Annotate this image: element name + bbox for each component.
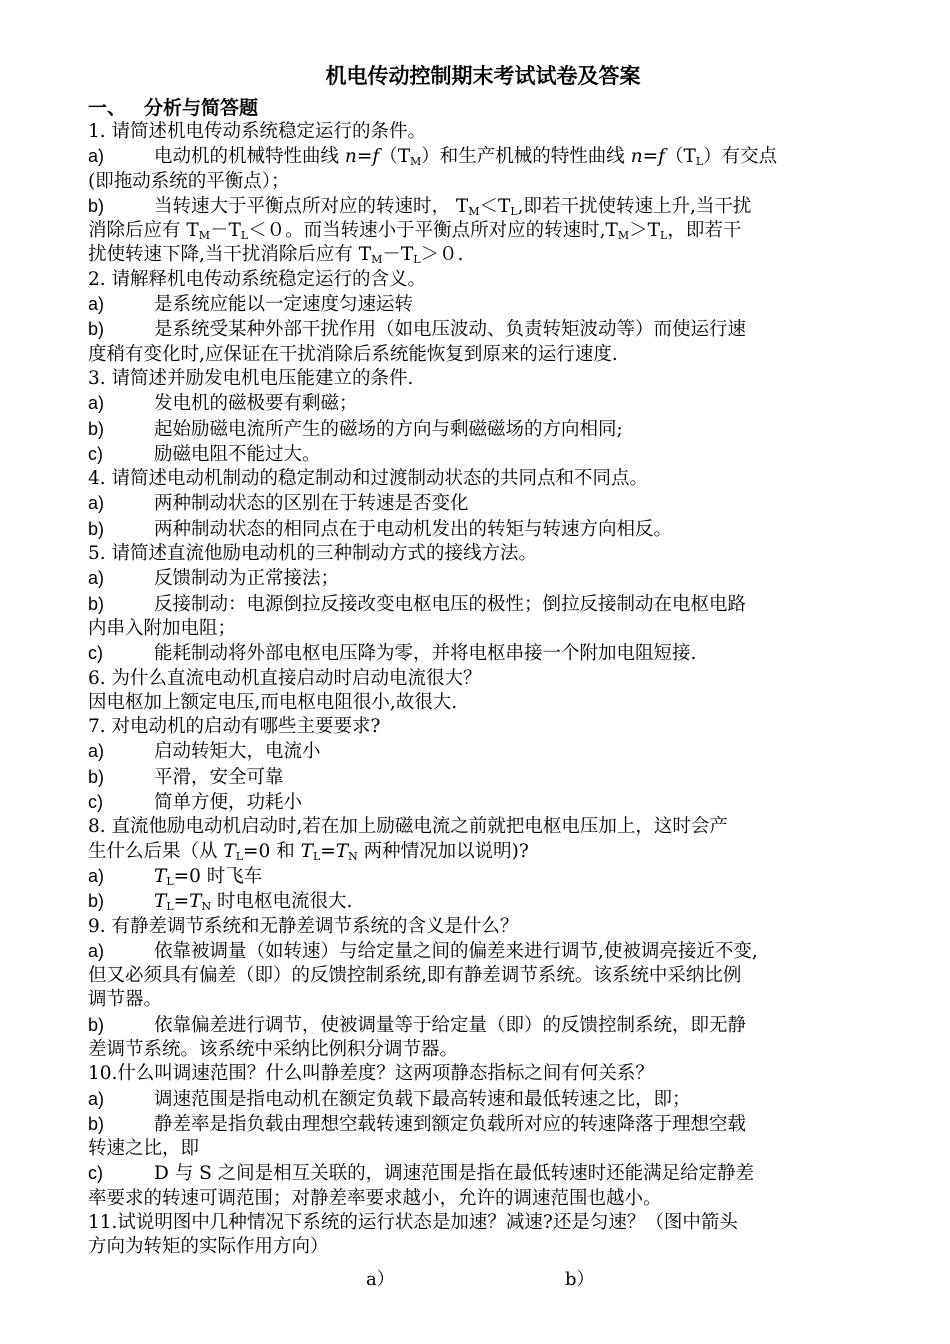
line-text: 电动机的机械特性曲线 $n=f(T_M)$和生产机械的特性曲线 $n=f(T_L)$有交点 [154, 146, 778, 169]
text-line [88, 1137, 878, 1161]
answer-item [88, 566, 878, 591]
line-text: 是系统应能以一定速度匀速运转 [154, 294, 414, 316]
text-line [88, 964, 878, 988]
item-label: b) [88, 593, 105, 614]
line-text: 平滑，安全可靠 [154, 766, 284, 788]
line-text: 4. 请简述电动机制动的稳定制动和过渡制动状态的共同点和不同点。 [88, 468, 649, 490]
line-text: 简单方便，功耗小 [154, 792, 303, 814]
question-line [88, 815, 878, 839]
text-line [88, 343, 878, 367]
answer-item [88, 517, 878, 542]
line-text: 反接制动：电源倒拉反接改变电枢电压的极性；倒拉反接制动在电枢电路 [154, 593, 747, 615]
line-text: 转速之比，即 [88, 1138, 200, 1160]
question-line [88, 667, 878, 691]
line-text: D 与 S 之间是相互关联的，调速范围是指在最低转速时还能满足给定静差 [154, 1163, 755, 1185]
question-line [88, 1211, 878, 1235]
item-label: c) [88, 792, 103, 813]
question-line [88, 542, 878, 566]
answer-item [88, 739, 878, 764]
answer-item [88, 442, 878, 467]
line-text: 扰使转速下降,当干扰消除后应有 $T_M-T_L>0$. [88, 244, 464, 267]
item-label: a) [88, 741, 105, 762]
text-line [88, 170, 878, 194]
answer-item [88, 491, 878, 516]
item-label: b) [88, 195, 105, 216]
line-text: 消除后应有 $T_M-T_L<0$。而当转速小于平衡点所对应的转速时$,T_M>T_L$，即若干 [88, 220, 742, 243]
question-line [88, 467, 878, 491]
item-label: b) [88, 1014, 105, 1035]
answer-item [88, 1087, 878, 1112]
question-line [88, 915, 878, 939]
item-label: a) [88, 294, 105, 315]
line-text: 启动转矩大，电流小 [154, 741, 321, 763]
item-label: b) [88, 319, 105, 340]
text-line [88, 988, 878, 1012]
line-text: 调速范围是指电动机在额定负载下最高转速和最低转速之比，即； [154, 1088, 691, 1110]
text-line [88, 243, 878, 267]
line-text: (即拖动系统的平衡点）； [88, 170, 290, 192]
answer-item [88, 391, 878, 416]
section-label: 分析与简答题 [144, 97, 259, 119]
question-line [88, 1062, 878, 1086]
line-text: 依靠偏差进行调节，使被调量等于给定量（即）的反馈控制系统，即无静 [154, 1014, 747, 1036]
line-text: 8. 直流他励电动机启动时,若在加上励磁电流之前就把电枢电压加上，这时会产 [88, 816, 728, 838]
answer-item [88, 790, 878, 815]
line-text: 内串入附加电阻； [88, 617, 237, 639]
line-text: 反馈制动为正常接法； [154, 568, 340, 590]
figure-caption-b: b） [565, 1269, 595, 1290]
section-heading [88, 96, 878, 120]
item-label: b) [88, 418, 105, 439]
section-number: 一、 [88, 97, 127, 119]
text-line [88, 1038, 878, 1062]
line-text: 但又必须具有偏差（即）的反馈控制系统,即有静差调节系统。该系统中采纳比例 [88, 965, 742, 987]
line-text: 率要求的转速可调范围；对静差率要求越小，允许的调速范围也越小。 [88, 1187, 662, 1209]
item-label: a) [88, 393, 105, 414]
answer-item [88, 194, 878, 219]
document-page [88, 62, 878, 1260]
text-line [88, 691, 878, 715]
answer-item [88, 641, 878, 666]
question-line [88, 120, 878, 144]
item-label: b) [88, 1113, 105, 1134]
line-text: 静差率是指负载由理想空载转速到额定负载所对应的转速降落于理想空载 [154, 1113, 747, 1135]
line-text: 6. 为什么直流电动机直接启动时启动电流很大？ [88, 667, 482, 689]
line-text: 两种制动状态的区别在于转速是否变化 [154, 493, 469, 515]
item-label: a) [88, 1088, 105, 1109]
line-text: 2. 请解释机电传动系统稳定运行的含义。 [88, 268, 427, 290]
item-label: a) [88, 568, 105, 589]
answer-item [88, 592, 878, 617]
item-label: c) [88, 443, 103, 464]
line-text: 方向为转矩的实际作用方向） [88, 1236, 329, 1258]
line-text: 度稍有变化时,应保证在干扰消除后系统能恢复到原来的运行速度. [88, 343, 618, 365]
text-line [88, 617, 878, 641]
answer-item [88, 939, 878, 964]
answer-item [88, 1161, 878, 1186]
line-text: 7. 对电动机的启动有哪些主要要求? [88, 716, 381, 738]
line-text: 3. 请简述并励发电机电压能建立的条件. [88, 367, 414, 389]
item-label: b) [88, 766, 105, 787]
line-text: 调节器。 [88, 989, 163, 1011]
line-text: 是系统受某种外部干扰作用（如电压波动、负责转矩波动等）而使运行速 [154, 319, 747, 341]
line-text: 5. 请简述直流他励电动机的三种制动方式的接线方法。 [88, 543, 538, 565]
answer-item [88, 1013, 878, 1038]
text-line [88, 219, 878, 243]
answer-item [88, 317, 878, 342]
answer-item [88, 417, 878, 442]
text-line [88, 840, 878, 864]
line-text: 当转速大于平衡点所对应的转速时， $T_M<T_L$,即若干扰使转速上升,当干扰 [154, 195, 752, 218]
line-text: 1. 请简述机电传动系统稳定运行的条件。 [88, 121, 427, 142]
item-label: b) [88, 891, 105, 912]
answer-item [88, 765, 878, 790]
line-text: 两种制动状态的相同点在于电动机发出的转矩与转速方向相反。 [154, 518, 673, 540]
line-text: 发电机的磁极要有剩磁； [154, 393, 358, 415]
document-body [88, 120, 878, 1260]
line-text: 因电枢加上额定电压,而电枢电阻很小,故很大. [88, 691, 458, 713]
text-line [88, 1187, 878, 1211]
line-text: 11.试说明图中几种情况下系统的运行状态是加速？减速?还是匀速？（图中箭头 [88, 1212, 738, 1234]
answer-item [88, 864, 878, 889]
document-title: 机电传动控制期末考试试卷及答案 [325, 63, 641, 88]
line-text: 9. 有静差调节系统和无静差调节系统的含义是什么？ [88, 915, 519, 937]
line-text: 能耗制动将外部电枢电压降为零，并将电枢串接一个附加电阻短接. [154, 643, 697, 665]
item-label: c) [88, 643, 103, 664]
question-line [88, 367, 878, 391]
line-text: 起始励磁电流所产生的磁场的方向与剩磁磁场的方向相同; [154, 418, 623, 440]
answer-item [88, 292, 878, 317]
line-text: $T_L=0$ 时飞车 [154, 865, 263, 888]
item-label: b) [88, 518, 105, 539]
answer-item [88, 1112, 878, 1137]
figure-caption-a: a） [366, 1269, 395, 1290]
line-text: 差调节系统。该系统中采纳比例积分调节器。 [88, 1038, 459, 1060]
line-text: 依靠被调量（如转速）与给定量之间的偏差来进行调节,使被调亮接近不变, [154, 940, 758, 962]
answer-item [88, 144, 878, 169]
question-line [88, 268, 878, 292]
item-label: c) [88, 1163, 103, 1184]
question-line [88, 715, 878, 739]
item-label: a) [88, 146, 105, 167]
line-text: 生什么后果（从 $T_L=0$ 和 $T_L=T_N$ 两种情况加以说明)? [88, 840, 529, 863]
answer-item [88, 889, 878, 914]
item-label: a) [88, 940, 105, 961]
line-text: $T_L=T_N$ 时电枢电流很大. [154, 891, 353, 914]
item-label: a) [88, 865, 105, 886]
item-label: a) [88, 493, 105, 514]
line-text: 励磁电阻不能过大。 [154, 443, 321, 465]
text-line [88, 1235, 878, 1259]
line-text: 10.什么叫调速范围？什么叫静差度？这两项静态指标之间有何关系？ [88, 1063, 654, 1085]
